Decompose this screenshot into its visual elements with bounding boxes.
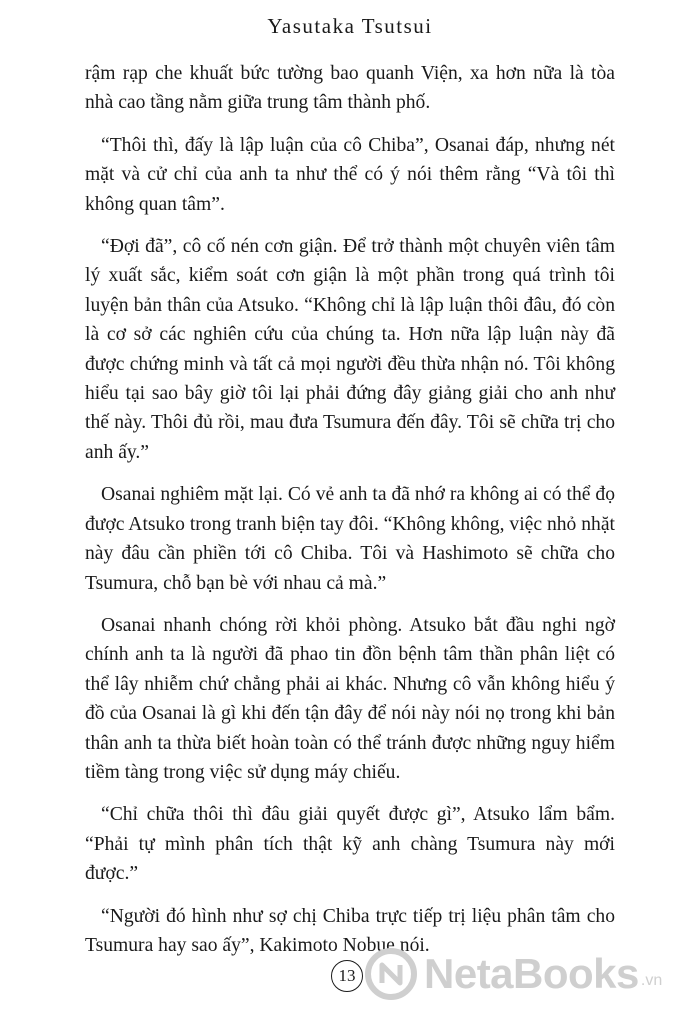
paragraph-1: rậm rạp che khuất bức tường bao quanh Viện, xa hơn nữa là tòa nhà cao tầng nằm giữa trung tâm thành phố. bbox=[85, 63, 615, 114]
paragraph-4: Osanai nghiêm mặt lại. Có vẻ anh ta đã nhớ ra không ai có thể đọ được Atsuko trong tranh biện tay đôi. “Không không, việc nhỏ nhặt này đâu cần phiền tới cô Chiba. Tôi và Hashimoto sẽ chữa cho Tsumura, chỗ bạn bè với nhau cả mà.” bbox=[85, 484, 615, 594]
paragraph-2: “Thôi thì, đấy là lập luận của cô Chiba”, Osanai đáp, nhưng nét mặt và cử chỉ của anh ta như thể có ý nói thêm rằng “Và tôi thì không quan tâm”. bbox=[85, 134, 615, 215]
paragraph-3: “Đợi đã”, cô cố nén cơn giận. Để trở thành một chuyên viên tâm lý xuất sắc, kiểm soát cơn giận là một phần trong quá trình tôi luyện bản thân của Atsuko. “Không chỉ là lập luận thôi đâu, đó còn là cơ sở các nghiên cứu của chúng ta. Hơn nữa lập luận này đã được chứng minh và tất cả mọi người đều thừa nhận nó. Tôi không hiểu tại sao bây giờ tôi lại phải đứng đây giảng giải cho anh như thế này. Thôi đủ rồi, mau đưa Tsumura đến đây. Tôi sẽ chữa trị cho anh ấy.” bbox=[85, 236, 615, 463]
page-body-text bbox=[85, 59, 615, 973]
page-number: 13 bbox=[331, 960, 363, 992]
paragraph-5: Osanai nhanh chóng rời khỏi phòng. Atsuko bắt đầu nghi ngờ chính anh ta là người đã phao tin đồn bệnh tâm thần phân liệt có thể lây nhiễm chứ chẳng phải ai khác. Nhưng cô vẫn không hiểu ý đồ của Osanai là gì khi đến tận đây để nói này nói nọ trong khi bản thân anh ta thừa biết hoàn toàn có thể tránh được những nguy hiểm tiềm tàng trong việc sử dụng máy chiếu. bbox=[85, 614, 615, 783]
netabooks-watermark bbox=[364, 944, 698, 1004]
watermark-brand: NetaBooks bbox=[424, 950, 639, 997]
paragraph-7: “Người đó hình như sợ chị Chiba trực tiếp trị liệu phân tâm cho Tsumura hay sao ấy”, Kakimoto Nobue nói. bbox=[85, 905, 615, 956]
netabooks-logo-icon bbox=[364, 947, 418, 1001]
watermark-suffix: .vn bbox=[640, 972, 663, 989]
paragraph-6: “Chỉ chữa thôi thì đâu giải quyết được gì”, Atsuko lẩm bẩm. “Phải tự mình phân tích thật kỹ anh chàng Tsumura này mới được.” bbox=[85, 804, 615, 885]
running-header-author: Yasutaka Tsutsui bbox=[267, 14, 433, 38]
